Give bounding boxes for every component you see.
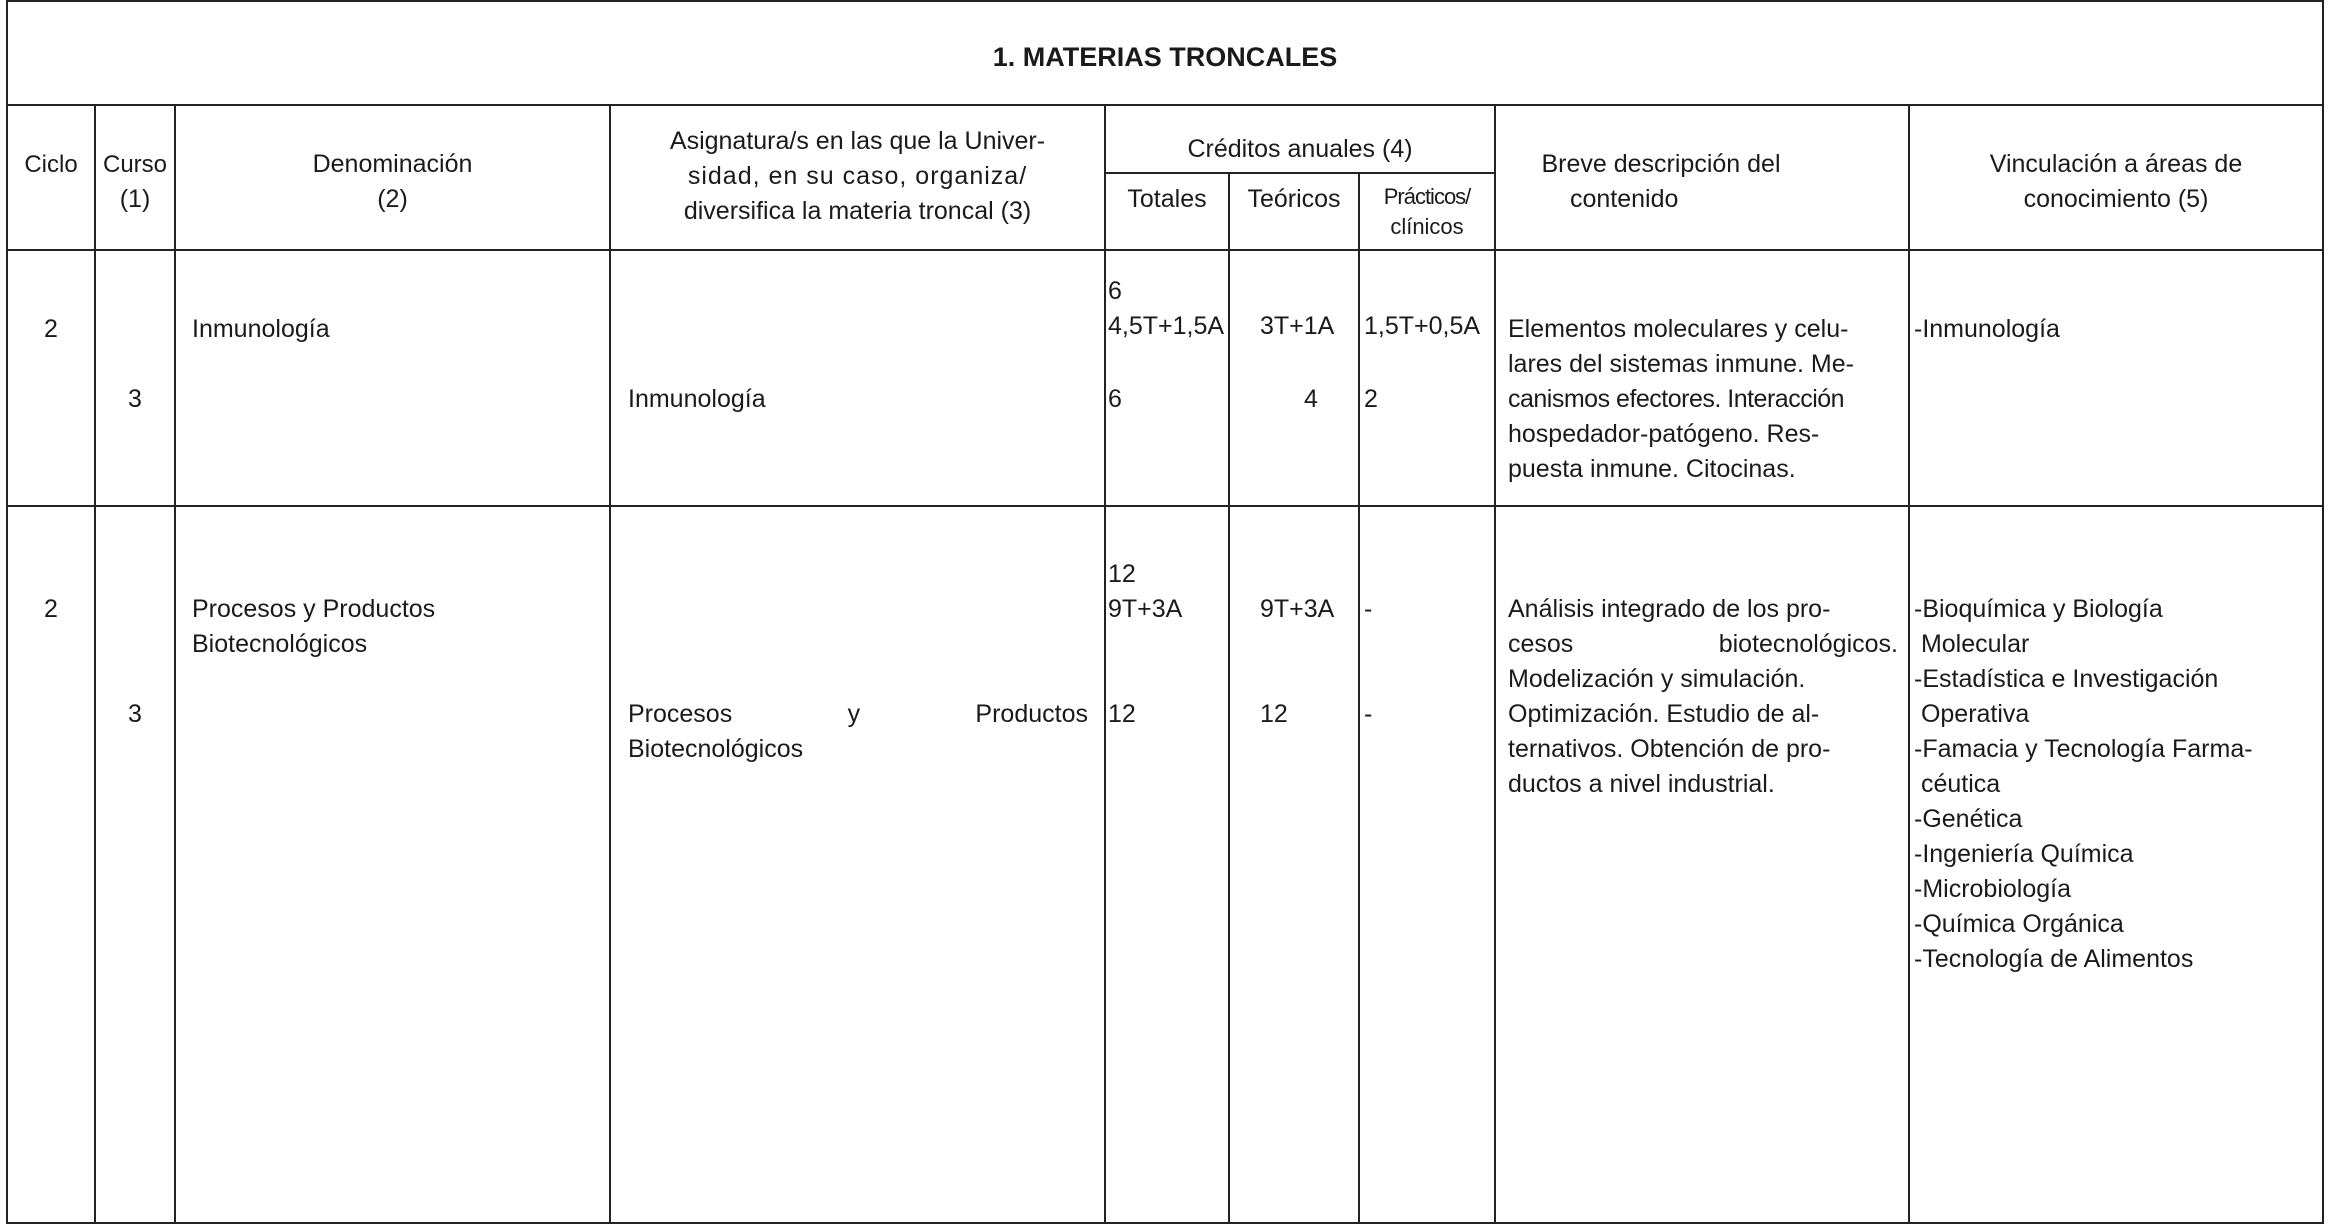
row2-descripcion-line1: Análisis integrado de los pro- — [1508, 595, 1831, 623]
row2-asignatura-line1: Procesos y Productos — [628, 700, 1088, 728]
rule-header-bottom — [8, 249, 2322, 251]
row2-descripcion-line2: cesos biotecnológicos. — [1508, 630, 1898, 658]
rule-col-asignatura — [1104, 104, 1106, 1222]
row2-totales-total: 12 — [1108, 560, 1136, 588]
row2-denominacion-line2: Biotecnológicos — [192, 630, 368, 658]
table-title: 1. MATERIAS TRONCALES — [992, 42, 1338, 72]
row2-practicos-curso: - — [1364, 700, 1373, 728]
row2-teoricos-split: 9T+3A — [1260, 595, 1335, 623]
row1-totales-curso: 6 — [1108, 385, 1122, 413]
row1-descripcion-line5: puesta inmune. Citocinas. — [1508, 455, 1796, 483]
row2-vinculacion-item-1: -Bioquímica y Biología — [1914, 595, 2163, 623]
row2-vinculacion-item-3-cont: céutica — [1914, 770, 2001, 798]
header-asignatura-line1: Asignatura/s en las que la Univer- — [669, 127, 1046, 155]
row1-teoricos-split: 3T+1A — [1260, 312, 1335, 340]
header-vinculacion-line2: conocimiento (5) — [2023, 185, 2209, 213]
header-ciclo: Ciclo — [24, 151, 78, 178]
row1-practicos-curso: 2 — [1364, 385, 1378, 413]
header-creditos: Créditos anuales (4) — [1187, 135, 1413, 163]
row2-vinculacion-item-8: -Tecnología de Alimentos — [1914, 945, 2194, 973]
row1-totales-split: 4,5T+1,5A — [1108, 312, 1225, 340]
header-asignatura-line2: sidad, en su caso, organiza/ — [687, 162, 1028, 190]
rule-title-bottom — [8, 104, 2322, 106]
row2-descripcion-line4: Optimización. Estudio de al- — [1508, 700, 1820, 728]
header-totales: Totales — [1127, 185, 1207, 213]
rule-col-practicos — [1494, 104, 1496, 1222]
row2-vinculacion-item-7: -Química Orgánica — [1914, 910, 2124, 938]
row1-descripcion-line2: lares del sistemas inmune. Me- — [1508, 350, 1854, 378]
header-practicos-line1: Prácticos/ — [1383, 184, 1471, 209]
header-teoricos: Teóricos — [1247, 185, 1341, 213]
row2-totales-split: 9T+3A — [1108, 595, 1183, 623]
rule-col-totales — [1228, 172, 1230, 1222]
row2-ciclo: 2 — [44, 595, 58, 623]
row1-vinculacion-item: -Inmunología — [1914, 315, 2060, 343]
row1-descripcion-line4: hospedador-patógeno. Res- — [1508, 420, 1820, 448]
row1-descripcion-line1: Elementos moleculares y celu- — [1508, 315, 1849, 343]
row1-teoricos-curso: 4 — [1304, 385, 1318, 413]
row1-curso: 3 — [128, 385, 142, 413]
row2-descripcion-line5: ternativos. Obtención de pro- — [1508, 735, 1831, 763]
row2-practicos-split: - — [1364, 595, 1373, 623]
rule-col-ciclo — [94, 104, 96, 1222]
row1-totales-total: 6 — [1108, 277, 1122, 305]
header-descripcion-line2: contenido — [1570, 185, 1679, 213]
rule-creditos-sub — [1104, 172, 1495, 174]
row2-vinculacion-item-5: -Ingeniería Química — [1914, 840, 2134, 868]
row1-ciclo: 2 — [44, 315, 58, 343]
row2-teoricos-curso: 12 — [1260, 700, 1288, 728]
row2-vinculacion-item-2: -Estadística e Investigación — [1914, 665, 2219, 693]
row2-descripcion-line3: Modelización y simulación. — [1508, 665, 1806, 693]
header-curso: Curso — [102, 151, 168, 178]
rule-col-curso — [174, 104, 176, 1222]
header-asignatura-line3: diversifica la materia troncal (3) — [683, 197, 1032, 225]
row2-denominacion-line1: Procesos y Productos — [192, 595, 436, 623]
header-curso-note: (1) — [119, 185, 151, 213]
row1-descripcion-line3: canismos efectores. Interacción — [1508, 385, 1845, 413]
document-page — [6, 0, 2324, 1224]
rule-col-descripcion — [1908, 104, 1910, 1222]
rule-row1-bottom — [8, 505, 2322, 507]
row2-vinculacion-item-3: -Famacia y Tecnología Farma- — [1914, 735, 2253, 763]
row2-vinculacion-item-1-cont: Molecular — [1914, 630, 2030, 658]
header-descripcion-line1: Breve descripción del — [1541, 150, 1781, 178]
row1-asignatura: Inmunología — [628, 385, 766, 413]
header-practicos-line2: clínicos — [1390, 214, 1464, 239]
row2-curso: 3 — [128, 700, 142, 728]
rule-col-denominacion — [609, 104, 611, 1222]
row2-vinculacion-item-2-cont: Operativa — [1914, 700, 2030, 728]
row2-totales-curso: 12 — [1108, 700, 1136, 728]
row2-vinculacion-item-4: -Genética — [1914, 805, 2023, 833]
row2-vinculacion-item-6: -Microbiología — [1914, 875, 2072, 903]
rule-col-teoricos — [1358, 172, 1360, 1222]
header-denominacion: Denominación — [312, 150, 473, 178]
row1-practicos-split: 1,5T+0,5A — [1364, 312, 1481, 340]
header-denominacion-note: (2) — [377, 185, 408, 213]
row1-denominacion: Inmunología — [192, 315, 330, 343]
row2-asignatura-line2: Biotecnológicos — [628, 735, 804, 763]
header-vinculacion-line1: Vinculación a áreas de — [1989, 150, 2243, 178]
row2-descripcion-line6: ductos a nivel industrial. — [1508, 770, 1775, 798]
